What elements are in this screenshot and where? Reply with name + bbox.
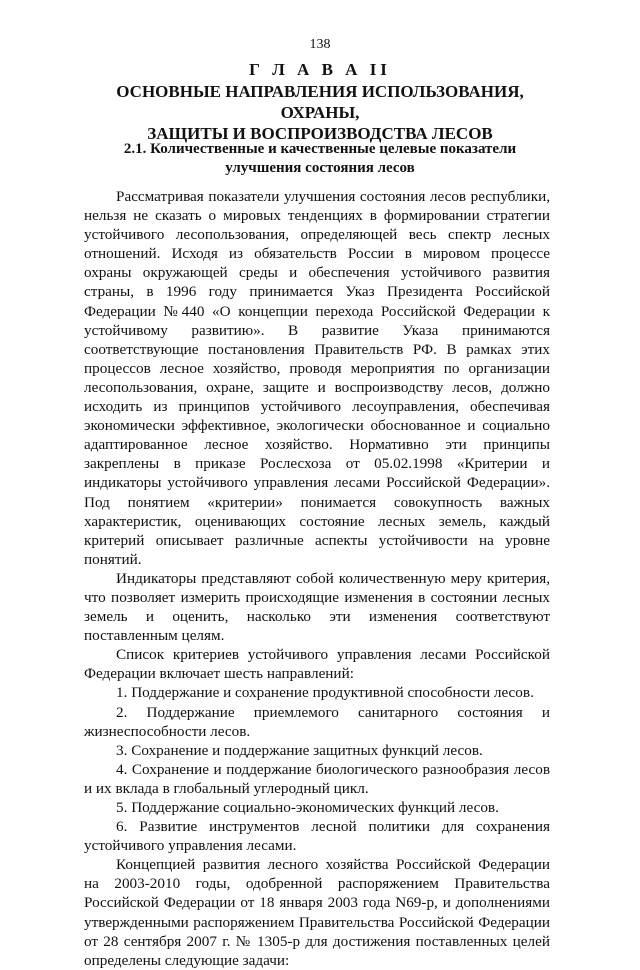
chapter-title-line-1: ОСНОВНЫЕ НАПРАВЛЕНИЯ ИСПОЛЬЗОВАНИЯ, ОХРАНЫ,: [116, 82, 524, 122]
chapter-title-line-2: ЗАЩИТЫ И ВОСПРОИЗВОДСТВА ЛЕСОВ: [147, 124, 493, 143]
page-number: 138: [309, 37, 331, 52]
list-item: 6. Развитие инструментов лесной политики для сохранения устойчивого управления лесами.: [84, 818, 550, 855]
body-text: [84, 187, 550, 970]
section-title-line-2: улучшения состояния лесов: [225, 160, 415, 176]
chapter-label: Г Л А В А II: [249, 60, 391, 79]
paragraph-indicators: Индикаторы представляют собой количественную меру критерия, что позволяет измерить происходящие изменения в состоянии лесных земель и оценить, насколько эти изменения соответствуют поставленным целям.: [84, 569, 550, 645]
paragraph-concept: Концепцией развития лесного хозяйства Российской Федерации на 2003-2010 годы, одобренной распоряжением Правительства Российской Федерации от 18 января 2003 года N69-р, и дополнениями утвержденными распоряжением Правительства Российской Федерации от 28 сентября 2007 г. № 1305-р для достижения поставленных целей определены следующие задачи:: [84, 856, 550, 969]
section-title-line-1: 2.1. Количественные и качественные целевые показатели: [123, 141, 517, 157]
list-item: 5. Поддержание социально-экономических функций лесов.: [116, 799, 499, 816]
list-item: 1. Поддержание и сохранение продуктивной способности лесов.: [116, 684, 534, 702]
list-item: 3. Сохранение и поддержание защитных функций лесов.: [116, 741, 483, 759]
paragraph-criteria-list-intro: Список критериев устойчивого управления лесами Российской Федерации включает шесть направлений:: [84, 646, 550, 683]
list-item: 2. Поддержание приемлемого санитарного состояния и жизнеспособности лесов.: [84, 703, 550, 740]
paragraph-intro: Рассматривая показатели улучшения состояния лесов республики, нельзя не сказать о мировых тенденциях в формировании стратегии устойчивого лесопользования, определяющей весь спектр лесных отношений. Исходя из обязательств России в мировом процессе охраны окружающей среды и обеспечения устойчивого развития страны, в 1996 году принимается Указ Президента Российской Федерации №440 «О концепции перехода Российской Федерации к устойчивому развитию». В развитие Указа принимаются соответствующие постановления Правительств РФ. В рамках этих процессов лесное хозяйство, проводя мероприятия по организации лесопользования, охране, защите и воспроизводству лесов, должно исходить из принципов устойчивого лесоуправления, обеспечивая экономически эффективное, экологически обоснованное и социально адаптированное лесное хозяйство. Нормативно эти принципы закреплены в приказе Рослесхоза от 05.02.1998 «Критерии и индикаторы устойчивого управления лесами Российской Федерации». Под понятием «критерии» понимается совокупность важных характеристик, оценивающих состояние лесных земель, каждый критерий описывает различные аспекты устойчивости на уровне понятий.: [84, 188, 550, 568]
list-item: 4. Сохранение и поддержание биологического разнообразия лесов и их вклада в глобальный углеродный цикл.: [84, 760, 550, 797]
chapter-title: [90, 81, 550, 144]
section-title: [110, 140, 530, 178]
